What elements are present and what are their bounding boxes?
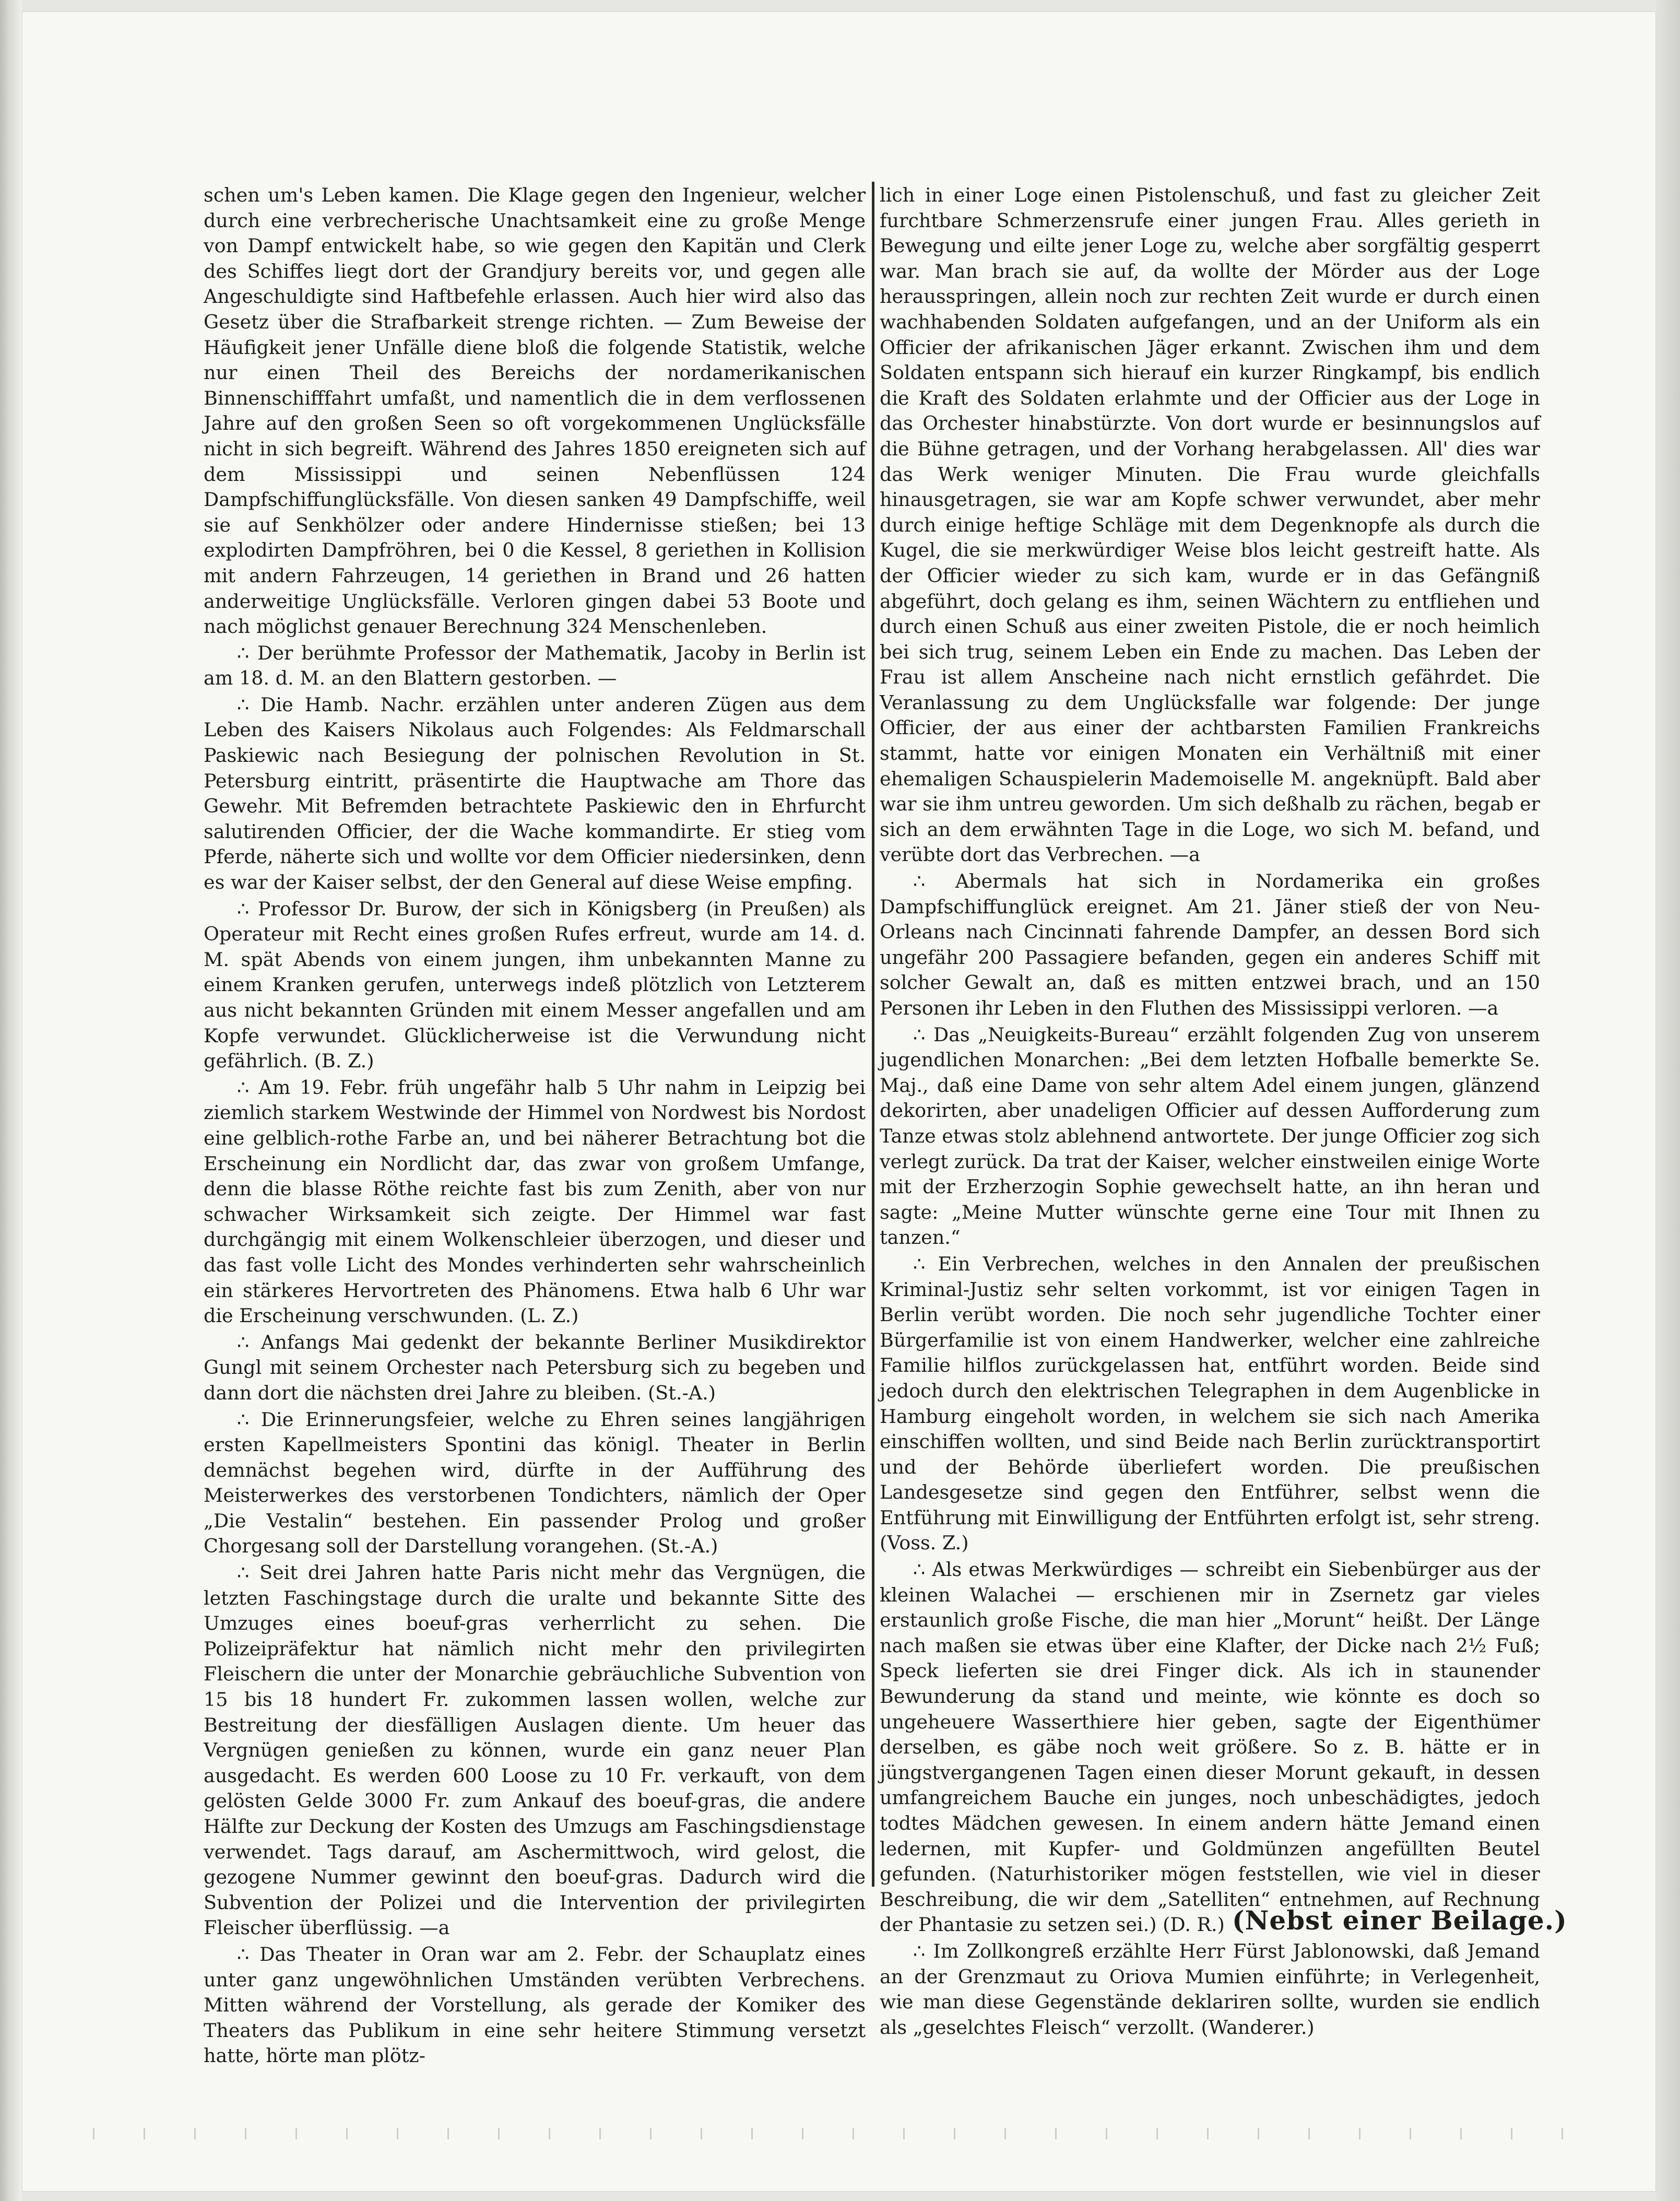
- article-oran-theater: ∴ Das Theater in Oran war am 2. Febr. der Schauplatz eines unter ganz ungewöhnlichen Umständen verübten Verbrechens. Mitten während der Vorstellung, als gerade der Komiker des Theaters das Publikum in eine sehr heitere Stimmung versetzt hatte, hörte man plötz-: [204, 1943, 866, 2067]
- article-mississippi-collision: ∴ Abermals hat sich in Nordamerika ein großes Dampfschiffunglück ereignet. Am 21. Jäner stieß der von Neu-Orleans nach Cincinnati fahrende Dampfer, an dessen Bord sich ungefähr 200 Passagiere befanden, gegen ein anderes Schiff mit solcher Gewalt an, daß es mitten entzwei brach, und an 150 Personen ihr Leben in den Fluthen des Mississippi verloren. —a: [880, 870, 1540, 1019]
- article-berlin-abduction: ∴ Ein Verbrechen, welches in den Annalen der preußischen Kriminal-Justiz sehr selten vorkommt, ist vor einigen Tagen in Berlin verübt worden. Die noch sehr jugendliche Tochter einer Bürgerfamilie ist von einem Handwerker, welcher eine zahlreiche Familie hilflos zurückgelassen hat, entführt worden. Beide sind jedoch durch den elektrischen Telegraphen in dem Augenblicke in Hamburg eingeholt worden, in welchem sie sich nach Amerika einschiffen wollten, und sind Beide nach Berlin zurücktransportirt und der Behörde überliefert worden. Die preußischen Landesgesetze sind gegen den Entführer, selbst wenn die Entführung mit Einwilligung der Entführten erfolgt ist, sehr streng. (Voss. Z.): [880, 1252, 1540, 1555]
- left-column: [204, 183, 866, 2069]
- article-professor-burow: ∴ Professor Dr. Burow, der sich in Königsberg (in Preußen) als Operateur mit Recht eines großen Rufes erfreut, wurde am 14. d. M. spät Abends von einem jungen, ihm unbekannten Manne zu einem Kranken gerufen, unterwegs indeß plötzlich von Letzterem aus nicht bekannten Gründen mit einem Messer angefallen und am Kopfe verwundet. Glücklicherweise ist die Verwundung nicht gefährlich. (B. Z.): [204, 897, 866, 1073]
- book-binding-edge: [0, 0, 22, 2201]
- article-kaiser-nikolaus: ∴ Die Hamb. Nachr. erzählen unter anderen Zügen aus dem Leben des Kaisers Nikolaus auch Folgendes: Als Feldmarschall Paskiewic nach Besiegung der polnischen Revolution in St. Petersburg eintritt, präsentirte die Hauptwache am Thore das Gewehr. Mit Befremden betrachtete Paskiewic den in Ehrfurcht salutirenden Officier, der die Wache kommandirte. Er stieg vom Pferde, näherte sich und wollte vor dem Officier niedersinken, denn es war der Kaiser selbst, der den General auf diese Weise empfing.: [204, 693, 866, 894]
- article-walachia-fish: ∴ Als etwas Merkwürdiges — schreibt ein Siebenbürger aus der kleinen Walachei — erschienen mir in Zsernetz gar vieles erstaunlich große Fische, die man hier „Morunt“ heißt. Der Länge nach maßen sie etwas über eine Klafter, der Dicke nach 2½ Fuß; Speck lieferten sie drei Finger dick. Als ich in staunender Bewunderung da stand und meinte, wie könnte es doch so ungeheuere Wasserthiere hier geben, sagte der Eigenthümer derselben, es gäbe noch weit größere. So z. B. hätte er in jüngstvergangenen Tagen einen dieser Morunt gekauft, in dessen umfangreichem Bauche ein junges, noch unbeschädigtes, jedoch todtes Mädchen gewesen. In einem andern hätte Jemand einen ledernen, mit Kupfer- und Goldmünzen angefüllten Beutel gefunden. (Naturhistoriker mögen feststellen, wie viel in dieser Beschreibung, die wir dem „Satelliten“ entnehmen, auf Rechnung der Phantasie zu setzen sei.) (D. R.): [880, 1558, 1540, 1936]
- article-leipzig-aurora: ∴ Am 19. Febr. früh ungefähr halb 5 Uhr nahm in Leipzig bei ziemlich starkem Westwinde der Himmel von Nordwest bis Nordost eine gelblich-rothe Farbe an, und bei näherer Betrachtung bot die Erscheinung ein Nordlicht dar, das zwar von großem Umfange, denn die blasse Röthe reichte fast bis zum Zenith, aber von nur schwacher Wirksamkeit sich zeigte. Der Himmel war fast durchgängig mit einem Wolkenschleier überzogen, und dieser und das fast volle Licht des Mondes verhinderten sehr wahrscheinlich ein stärkeres Hervortreten des Phänomens. Etwa halb 6 Uhr war die Erscheinung verschwunden. (L. Z.): [204, 1076, 866, 1327]
- scan-artifacts: [73, 2128, 1577, 2139]
- supplement-note: (Nebst einer Beilage.): [1232, 1905, 1567, 1936]
- column-divider: [872, 182, 874, 1887]
- article-spontini-memorial: ∴ Die Erinnerungsfeier, welche zu Ehren seines langjährigen ersten Kapellmeisters Spontini das königl. Theater in Berlin demnächst begehen wird, dürfte in der Aufführung des Meisterwerkes des verstorbenen Tondichters, nämlich der Oper „Die Vestalin“ bestehen. Ein passender Prolog und großer Chorgesang soll der Darstellung vorangehen. (St.-A.): [204, 1408, 866, 1558]
- article-jacoby-death: ∴ Der berühmte Professor der Mathematik, Jacoby in Berlin ist am 18. d. M. an den Blattern gestorben. —: [204, 641, 866, 690]
- article-mummies-customs: ∴ Im Zollkongreß erzählte Herr Fürst Jablonowski, daß Jemand an der Grenzmaut zu Oriova Mumien einführte; in Verlegenheit, wie man diese Gegenstände deklariren sollte, wurden sie endlich als „geselchtes Fleisch“ verzollt. (Wanderer.): [880, 1939, 1540, 2039]
- article-steamboat-statistics: schen um's Leben kamen. Die Klage gegen den Ingenieur, welcher durch eine verbrecherische Unachtsamkeit eine zu große Menge von Dampf entwickelt habe, so wie gegen den Kapitän und Clerk des Schiffes liegt dort der Grandjury bereits vor, und gegen alle Angeschuldigte sind Haftbefehle erlassen. Auch hier wird also das Gesetz über die Strafbarkeit strenge richten. — Zum Beweise der Häufigkeit jener Unfälle diene bloß die folgende Statistik, welche nur einen Theil des Bereichs der nordamerikanischen Binnenschifffahrt umfaßt, und namentlich die in dem verflossenen Jahre auf den großen Seen so oft vorgekommenen Unglücksfälle nicht in sich begreift. Während des Jahres 1850 ereigneten sich auf dem Mississippi und seinen Nebenflüssen 124 Dampfschiffunglücksfälle. Von diesen sanken 49 Dampfschiffe, weil sie auf Senkhölzer oder andere Hindernisse stießen; bei 13 explodirten Dampfröhren, bei 0 die Kessel, 8 geriethen in Kollision mit andern Fahrzeugen, 14 geriethen in Brand und 26 hatten anderweitige Unglücksfälle. Verloren gingen dabei 53 Boote und nach möglichst genauer Berechnung 324 Menschenleben.: [204, 184, 866, 638]
- article-paris-boeuf-gras: ∴ Seit drei Jahren hatte Paris nicht mehr das Vergnügen, die letzten Faschingstage durch die uralte und bekannte Sitte des Umzuges eines boeuf-gras verherrlicht zu sehen. Die Polizeipräfektur hat nämlich nicht mehr den privilegirten Fleischern die unter der Monarchie gebräuchliche Subvention von 15 bis 18 hundert Fr. zukommen lassen wollen, welche zur Bestreitung der diesfälligen Auslagen diente. Um heuer das Vergnügen genießen zu können, wurde ein ganz neuer Plan ausgedacht. Es werden 600 Loose zu 10 Fr. verkauft, von dem gelösten Gelde 3000 Fr. zum Ankauf des boeuf-gras, die andere Hälfte zur Deckung der Kosten des Umzugs am Faschingsdienstage verwendet. Tags darauf, am Aschermittwoch, wird gelost, die gezogene Nummer gewinnt den boeuf-gras. Dadurch wird die Subvention der Polizei und die Intervention der privilegirten Fleischer überflüssig. —a: [204, 1561, 866, 1939]
- page-right-edge: [1656, 0, 1680, 2201]
- article-gungl-orchestra: ∴ Anfangs Mai gedenkt der bekannte Berliner Musikdirektor Gungl mit seinem Orchester nach Petersburg sich zu begeben und dann dort die nächsten drei Jahre zu bleiben. (St.-A.): [204, 1331, 866, 1404]
- right-column: [880, 183, 1540, 2040]
- article-oran-theater-continued: lich in einer Loge einen Pistolenschuß, und fast zu gleicher Zeit furchtbare Schmerzensrufe einer jungen Frau. Alles gerieth in Bewegung und eilte jener Loge zu, welche aber sorgfältig gesperrt war. Man brach sie auf, da wollte der Mörder aus der Loge herausspringen, allein noch zur rechten Zeit wurde er durch einen wachhabenden Soldaten aufgefangen, und an der Uniform als ein Officier der afrikanischen Jäger erkannt. Zwischen ihm und dem Soldaten entspann sich hierauf ein kurzer Ringkampf, bis endlich die Kraft des Soldaten erlahmte und der Officier aus der Loge in das Orchester hinabstürzte. Von dort wurde er besinnungslos auf die Bühne getragen, und der Vorhang herabgelassen. All' dies war das Werk weniger Minuten. Die Frau wurde gleichfalls hinausgetragen, sie war am Kopfe schwer verwundet, aber mehr durch einige heftige Schläge mit dem Degenknopfe als durch die Kugel, die sie merkwürdiger Weise blos leicht gestreift hatte. Als der Officier wieder zu sich kam, wurde er in das Gefängniß abgeführt, doch gelang es ihm, seinen Wächtern zu entfliehen und durch einen Schuß aus einer zweiten Pistole, die er noch heimlich bei sich trug, seinem Leben ein Ende zu machen. Das Leben der Frau ist allem Anscheine nach nicht ernstlich gefährdet. Die Veranlassung zu dem Unglücksfalle war folgende: Der junge Officier, der aus einer der achtbarsten Familien Frankreichs stammt, hatte vor einigen Monaten ein Verhältniß mit einer ehemaligen Schauspielerin Mademoiselle M. angeknüpft. Bald aber war sie ihm untreu geworden. Um sich deßhalb zu rächen, begab er sich an dem erwähnten Tage in die Loge, wo sich M. befand, und verübte dort das Verbrechen. —a: [880, 184, 1540, 866]
- article-court-ball: ∴ Das „Neuigkeits-Bureau“ erzählt folgenden Zug von unserem jugendlichen Monarchen: „Bei dem letzten Hofballe bemerkte Se. Maj., daß eine Dame von sehr altem Adel einem jungen, glänzend dekorirten, aber unadeligen Officier auf dessen Aufforderung zum Tanze etwas stolz ablehnend antwortete. Der junge Officier zog sich verlegt zurück. Da trat der Kaiser, welcher einstweilen einige Worte mit der Erzherzogin Sophie gewechselt hatte, an ihn heran und sagte: „Meine Mutter wünschte gerne eine Tour mit Ihnen zu tanzen.“: [880, 1023, 1540, 1249]
